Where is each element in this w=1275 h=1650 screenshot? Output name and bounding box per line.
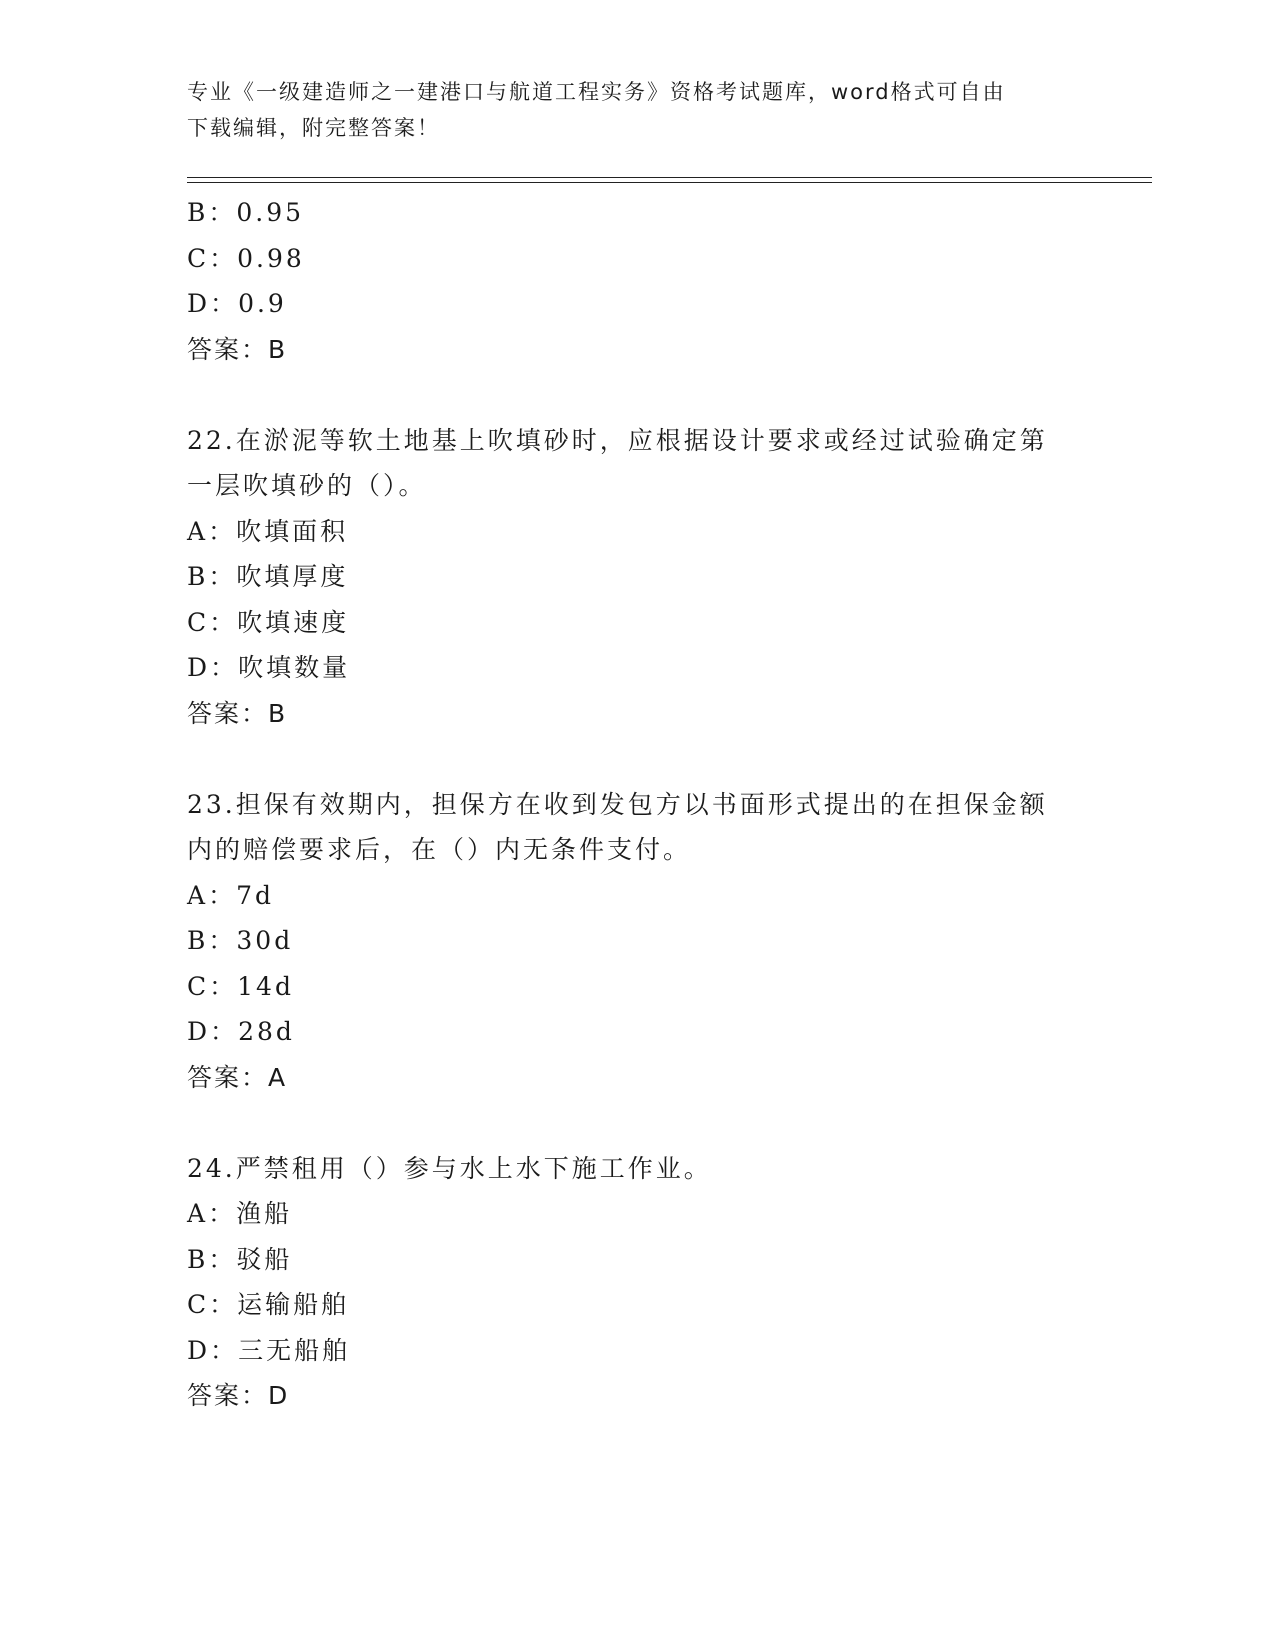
question-list (187, 190, 1087, 1419)
option-b: B：驳船 (187, 1244, 293, 1274)
question-24 (187, 1146, 1087, 1419)
option-c: C：运输船舶 (187, 1290, 350, 1319)
header-divider-top (187, 177, 1152, 178)
option-b: B：吹填厚度 (187, 562, 349, 591)
option-b: B：30d (187, 926, 294, 955)
answer-line: 答案：D (187, 1381, 290, 1410)
spacer (187, 736, 1087, 782)
question-23 (187, 782, 1087, 1101)
answer-line: 答案：B (187, 698, 288, 728)
header-line-1: 专业《一级建造师之一建港口与航道工程实务》资格考试题库，word格式可自由 (187, 80, 1006, 104)
option-a: A：渔船 (187, 1199, 293, 1228)
question-text-line-1: 24.严禁租用（）参与水上水下施工作业。 (187, 1153, 712, 1183)
option-c: C：14d (187, 971, 294, 1001)
option-c: C：吹填速度 (187, 607, 350, 637)
answer-line: 答案：A (187, 1062, 288, 1092)
option-a: A：吹填面积 (187, 516, 349, 546)
question-22 (187, 418, 1087, 737)
carryover-question (187, 190, 1087, 372)
option-d: D：三无船舶 (187, 1335, 351, 1365)
option-d: D：吹填数量 (187, 653, 351, 682)
spacer (187, 1100, 1087, 1146)
question-text-line-2: 一层吹填砂的（）。 (187, 471, 427, 500)
header-line-2: 下载编辑，附完整答案！ (187, 116, 440, 140)
answer-line: 答案：B (187, 334, 288, 364)
question-text-line-2: 内的赔偿要求后，在（）内无条件支付。 (187, 835, 692, 864)
option-c: C：0.98 (187, 243, 305, 273)
spacer (187, 372, 1087, 418)
option-d: D：0.9 (187, 289, 287, 318)
option-d: D：28d (187, 1017, 295, 1046)
question-text-line-1: 23.担保有效期内，担保方在收到发包方以书面形式提出的在担保金额 (187, 789, 1048, 819)
option-b: B：0.95 (187, 198, 305, 227)
document-header (187, 74, 1067, 146)
option-a: A：7d (187, 880, 274, 910)
question-text-line-1: 22.在淤泥等软土地基上吹填砂时，应根据设计要求或经过试验确定第 (187, 425, 1048, 455)
header-divider-bottom (187, 182, 1152, 183)
